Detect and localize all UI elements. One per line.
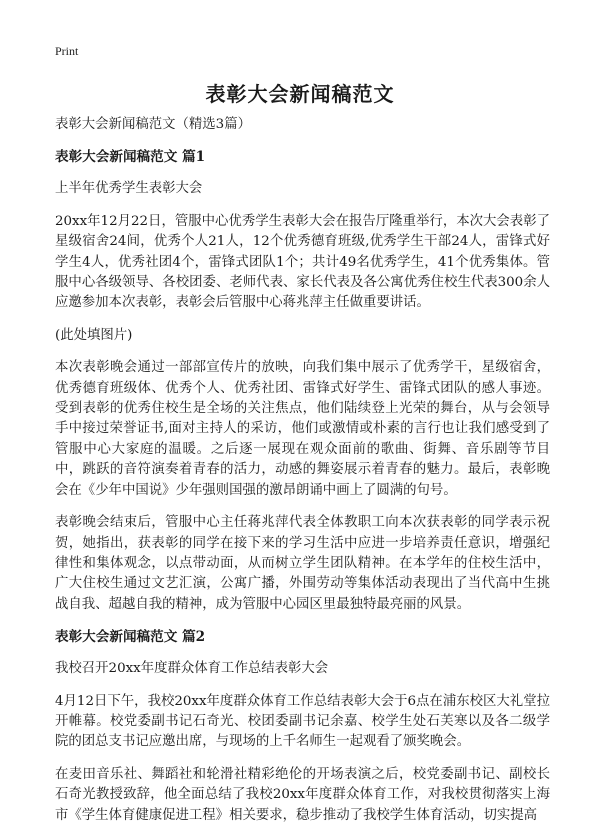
paragraph: 表彰晚会结束后，管服中心主任蒋兆萍代表全体教职工向本次获表彰的同学表示祝贺，她指出，获表彰的同学在接下来的学习生活中应进一步培养责任意识，增强纪律性和集体观念，以点带动面，从而树立学生团队精神。在本学年的住校生活中，广大住校生通过文艺汇演，公寓广播，外围劳动等集体活动表现出了当代高中生挑战自我、超越自我的精神，成为管服中心园区里最独特最亮丽的风景。 (55, 515, 550, 612)
document-subtitle: 表彰大会新闻稿范文（精选3篇） (55, 117, 251, 132)
paragraph: 本次表彰晚会通过一部部宣传片的放映，向我们集中展示了优秀学干，星级宿舍，优秀德育班级体、优秀个人、优秀社团、雷锋式好学生、雷锋式团队的感人事迹。受到表彰的优秀住校生是全场的关注焦点，他们陆续登上光荣的舞台，从与会领导手中接过荣誉证书,面对主持人的采访，他们或激情或朴素的言行也让我们感受到了管服中心大家庭的温暖。之后逐一展现在观众面前的歌曲、街舞、音乐剧等节目中，跳跃的音符演奏着青春的活力，动感的舞姿展示着青春的魅力。最后，表彰晚会在《少年中国说》少年强则国强的激昂朗诵中画上了圆满的句号。 (55, 360, 550, 498)
image-placeholder-text: (此处填图片) (55, 327, 133, 343)
paragraph: 4月12日下午，我校20xx年度群众体育工作总结表彰大会于6点在浦东校区大礼堂拉开帷幕。校党委副书记石奇光、校团委副书记余嘉、校学生处石芙寒以及各二级学院的团总支书记应邀出席，与现场的上千名师生一起观看了颁奖晚会。 (55, 693, 550, 750)
section-heading: 表彰大会新闻稿范文 篇1 (55, 149, 206, 166)
paragraph: 20xx年12月22日，管服中心优秀学生表彰大会在报告厅隆重举行，本次大会表彰了星级宿舍24间，优秀个人21人，12个优秀德育班级,优秀学生干部24人，雷锋式好学生4人，优秀社团4个，雷锋式团队1个；共计49名优秀学生，41个优秀集体。管服中心各级领导、各校团委、老师代表、家长代表及各公寓优秀住校生代表300余人应邀参加本次表彰，表彰会后管服中心蒋兆萍主任做重要讲话。 (55, 213, 550, 311)
section-heading: 表彰大会新闻稿范文 篇2 (55, 629, 206, 646)
print-link[interactable]: Print (55, 44, 79, 58)
article-section-1 (55, 147, 550, 615)
page-title: 表彰大会新闻稿范文 (205, 82, 395, 106)
document-body (55, 115, 550, 838)
section-lead: 上半年优秀学生表彰大会 (55, 181, 203, 197)
paragraph: 在麦田音乐社、舞蹈社和轮滑社精彩绝伦的开场表演之后，校党委副书记、副校长石奇光教授致辞，他全面总结了我校20xx年度群众体育工作，对我校贯彻落实上海市《学生体育健康促进工程》相关要求，稳步推动了我校学生体育活动，切实提高 (55, 766, 550, 823)
section-lead: 我校召开20xx年度群众体育工作总结表彰大会 (55, 661, 329, 677)
article-section-2 (55, 627, 550, 826)
